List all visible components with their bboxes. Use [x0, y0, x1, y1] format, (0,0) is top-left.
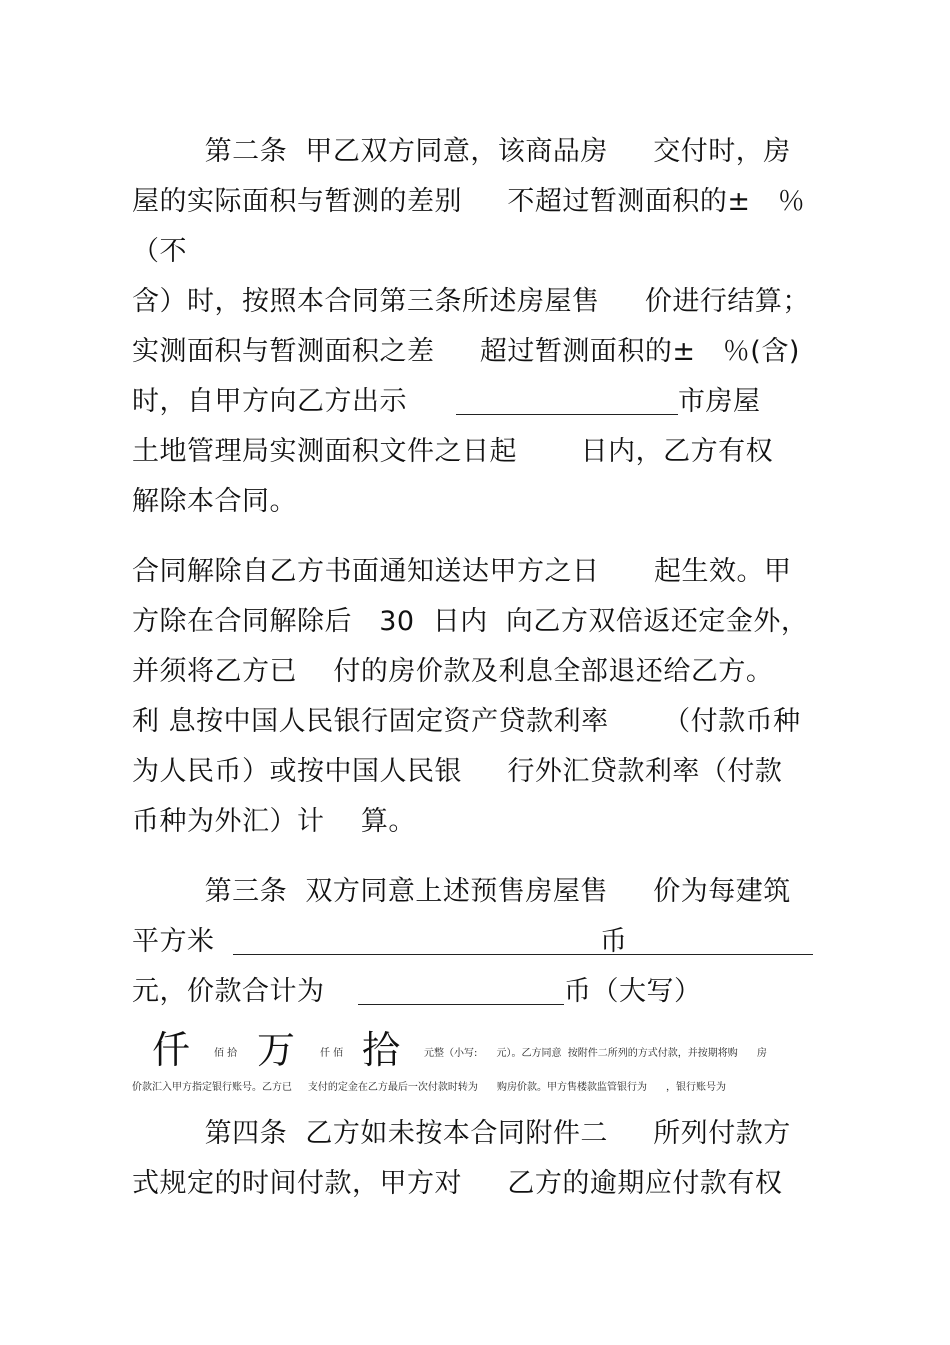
article2-line8: 解除本合同。: [132, 486, 297, 517]
article2-line1: 第二条 甲乙双方同意，该商品房 交付时，房: [132, 136, 791, 167]
rescission-line2: 方除在合同解除后 30 日内 向乙方双倍返还定金外，: [132, 606, 809, 637]
amount-wan: 万: [257, 1028, 296, 1072]
article2-line6-end: 市房屋: [678, 386, 761, 417]
rescission-line3: 并须将乙方已 付的房价款及利息全部退还给乙方。: [132, 656, 774, 687]
rescission-line5: 为人民币）或按中国人民银 行外汇贷款利率（付款: [132, 756, 783, 787]
amount-bai-shi: 佰 拾: [214, 1048, 238, 1059]
rescission-line4: 利 息按中国人民银行固定资产贷款利率 （付款币种: [132, 706, 801, 737]
blank-city: [456, 414, 678, 415]
article3-line3-start: 元，价款合计为: [132, 976, 325, 1007]
amount-qian: 仟: [152, 1028, 191, 1072]
article3-line3-end: 币（大写）: [564, 976, 702, 1007]
article3-currency-1: 币: [600, 926, 628, 957]
article3-fine-print-2: 价款汇入甲方指定银行账号。乙方已 支付的定金在乙方最后一次付款时转为 购房价款。甲方售楼款监管银行为 ，银行账号为: [132, 1082, 727, 1093]
rescission-line6: 币种为外汇）计 算。: [132, 806, 416, 837]
article2-line5: 实测面积与暂测面积之差 超过暂测面积的± ％(含): [132, 336, 800, 367]
article4-line2: 式规定的时间付款，甲方对 乙方的逾期应付款有权: [132, 1168, 783, 1199]
article3-line2-start: 平方米: [132, 926, 215, 957]
amount-qian-bai: 仟 佰: [320, 1048, 344, 1059]
amount-shi: 拾: [362, 1028, 401, 1072]
article2-line4: 含）时，按照本合同第三条所述房屋售 价进行结算；: [132, 286, 810, 317]
rescission-line1: 合同解除自乙方书面通知送达甲方之日 起生效。甲: [132, 556, 792, 587]
article4-line1: 第四条 乙方如未按本合同附件二 所列付款方: [132, 1118, 791, 1149]
article3-fine-print-1: 元整（小写: 元）。乙方同意 按附件二所列的方式付款，并按期将购 房: [424, 1048, 767, 1059]
article2-line7: 土地管理局实测面积文件之日起 日内，乙方有权: [132, 436, 774, 467]
blank-unit-price: [233, 954, 813, 955]
article2-line6-start: 时，自甲方向乙方出示: [132, 386, 407, 417]
article2-line2: 屋的实际面积与暂测的差别 不超过暂测面积的± ％: [132, 186, 806, 217]
blank-total-price: [358, 1004, 564, 1005]
article3-line1: 第三条 双方同意上述预售房屋售 价为每建筑: [132, 876, 791, 907]
article2-line3: （不: [132, 236, 187, 267]
